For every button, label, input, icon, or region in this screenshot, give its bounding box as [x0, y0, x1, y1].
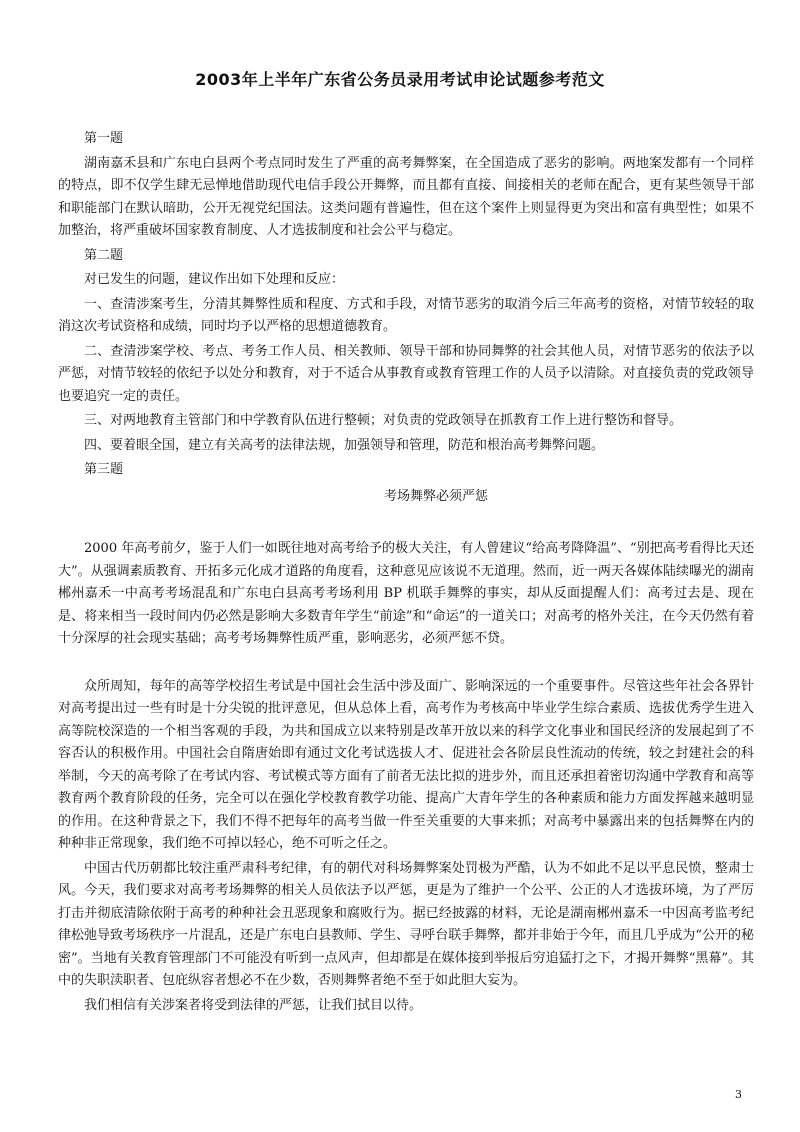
question-2-item-2: 二、查清涉案学校、考点、考务工作人员、相关教师、领导干部和协同舞弊的社会其他人员，对情节恶劣的依法予以严惩，对情节较轻的依纪予以处分和教育，对于不适合从事教育或教育管理工作的人员予以清除。对直接负责的党政领导也要追究一定的责任。: [58, 343, 754, 404]
question-2-item-4: 四、要着眼全国，建立有关高考的法律法规，加强领导和管理，防范和根治高考舞弊问题。: [84, 437, 605, 453]
essay-title: 考场舞弊必须严惩: [383, 488, 488, 504]
page-number: 3: [735, 1088, 742, 1101]
essay-paragraph-2: 众所周知，每年的高等学校招生考试是中国社会生活中涉及面广、影响深远的一个重要事件。尽管这些年社会各界针对高考提出过一些有时是十分尖锐的批评意见，但从总体上看，高考作为考核高中毕业学生综合素质、选拔优秀学生进入高等院校深造的一个相当客观的手段，为共和国成立以来特别是改革开放以来的科学文化事业和国民经济的发展起到了不容否认的积极作用。中国社会自隋唐始即有通过文化考试选拔人才、促进社会各阶层良性流动的传统，较之封建社会的科举制，今天的高考除了在考试内容、考试模式等方面有了前者无法比拟的进步外，而且还承担着密切沟通中学教育和高等教育两个教育阶段的任务，完全可以在强化学校教育教学功能、提高广大青年学生的各种素质和能力方面发挥越来越明显的作用。在这种背景之下，我们不得不把每年的高考当做一件至关重要的大事来抓；对高考中暴露出来的包括舞弊在内的种种非正常现象，我们绝不可掉以轻心，绝不可听之任之。: [58, 678, 754, 851]
question-1-heading: 第一题: [84, 131, 124, 146]
document-body: [58, 128, 754, 1019]
question-2-item-1: 一、查清涉案考生，分清其舞弊性质和程度、方式和手段，对情节恶劣的取消今后三年高考的资格，对情节较轻的取消这次考试资格和成绩，同时均予以严格的思想道德教育。: [58, 296, 754, 334]
essay-paragraph-1: 2000 年高考前夕，鉴于人们一如既往地对高考给予的极大关注，有人曾建议“给高考降降温”、“别把高考看得比天还大”。从强调素质教育、开拓多元化成才道路的角度看，这种意见应该说不无道理。然而，近一两天各媒体陆续曝光的湖南郴州嘉禾一中高考考场混乱和广东电白县高考考场利用 BP 机联手舞弊的事实，却从反面提醒人们：高考过去是、现在是、将来相当一段时间内仍必然是影响大多数青年学生“前途”和“命运”的一道关口；对高考的格外关注，在今天仍然有着十分深厚的社会现实基础；高考考场舞弊性质严重，影响恶劣，必须严惩不贷。: [58, 541, 754, 646]
question-1-paragraph: 湖南嘉禾县和广东电白县两个考点同时发生了严重的高考舞弊案，在全国造成了恶劣的影响。两地案发都有一个同样的特点，即不仅学生肆无忌惮地借助现代电信手段公开舞弊，而且都有直接、间接相关的老师在配合，更有某些领导干部和职能部门在默认暗助，公开无视党纪国法。这类问题有普遍性，但在这个案件上则显得更为突出和富有典型性；如果不加整治，将严重破坏国家教育制度、人才选拔制度和社会公平与稳定。: [58, 155, 754, 238]
question-2-intro: 对已发生的问题，建议作出如下处理和反应：: [84, 272, 345, 287]
question-2-heading: 第二题: [84, 247, 124, 263]
document-title: 2003年上半年广东省公务员录用考试申论试题参考范文: [195, 70, 605, 89]
essay-paragraph-3: 中国古代历朝都比较注重严肃科考纪律，有的朝代对科场舞弊案处罚极为严酷，认为不如此不足以平息民愤，整肃士风。今天，我们要求对高考考场舞弊的相关人员依法予以严惩，更是为了维护一个公平、公正的人才选拔环境，为了严厉打击并彻底清除依附于高考的种种社会丑恶现象和腐败行为。据已经披露的材料，无论是湖南郴州嘉禾一中因高考监考纪律松弛导致考场秩序一片混乱，还是广东电白县教师、学生、寻呼台联手舞弊，都并非始于今年，而且几乎成为“公开的秘密”。当地有关教育管理部门不可能没有听到一点风声，但却都是在媒体接到举报后穷追猛打之下，才揭开舞弊“黑幕”。其中的失职渎职者、包庇纵容者想必不在少数，否则舞弊者绝不至于如此胆大妄为。: [58, 860, 754, 988]
paragraph-gap: [58, 653, 754, 676]
question-3-heading: 第三题: [84, 462, 124, 477]
question-2-item-3: 三、对两地教育主管部门和中学教育队伍进行整顿；对负责的党政领导在抓教育工作上进行整饬和督导。: [84, 413, 683, 428]
essay-paragraph-4: 我们相信有关涉案者将受到法律的严惩，让我们拭目以待。: [84, 997, 423, 1013]
